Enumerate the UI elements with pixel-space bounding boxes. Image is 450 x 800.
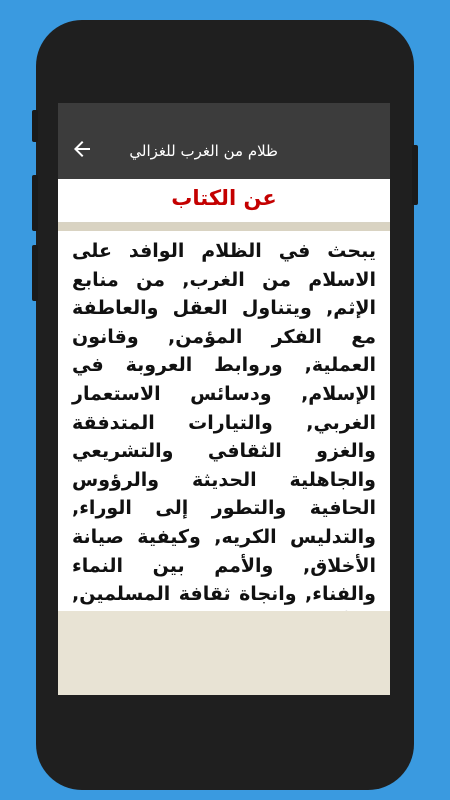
phone-power-button <box>412 145 418 205</box>
app-bar-title: ظلام من الغرب للغزالي <box>129 142 278 160</box>
section-header <box>58 179 390 223</box>
book-description: يبحث في الظلام الوافد على الاسلام من الغرب, من منابع الإثم, ويتناول العقل والعاطفة مع الفكر المؤمن, وقانون العملية, وروابط العروبة في الإسلام, ودسائس الاستعمار الغربي, والتيارات المتدفقة والغزو الثقافي والتشريعي والجاهلية الحديثة والرؤوس الحافية والتطور إلى الوراء, والتدليس الكريه, وكيفية صيانة الأخلاق, والأمم بين النماء والفناء, وانجاة ثقافة المسلمين, <box>72 240 376 606</box>
phone-volume-down-button <box>32 245 38 301</box>
back-button[interactable] <box>70 137 94 161</box>
phone-volume-up-button <box>32 175 38 231</box>
section-divider <box>58 223 390 231</box>
app-screen <box>58 103 390 695</box>
phone-side-button <box>32 110 38 142</box>
arrow-left-icon <box>70 137 94 161</box>
content-scroll-area[interactable] <box>58 231 390 611</box>
section-title: عن الكتاب <box>171 186 277 210</box>
bottom-empty-area <box>58 611 390 695</box>
app-bar <box>58 103 390 179</box>
